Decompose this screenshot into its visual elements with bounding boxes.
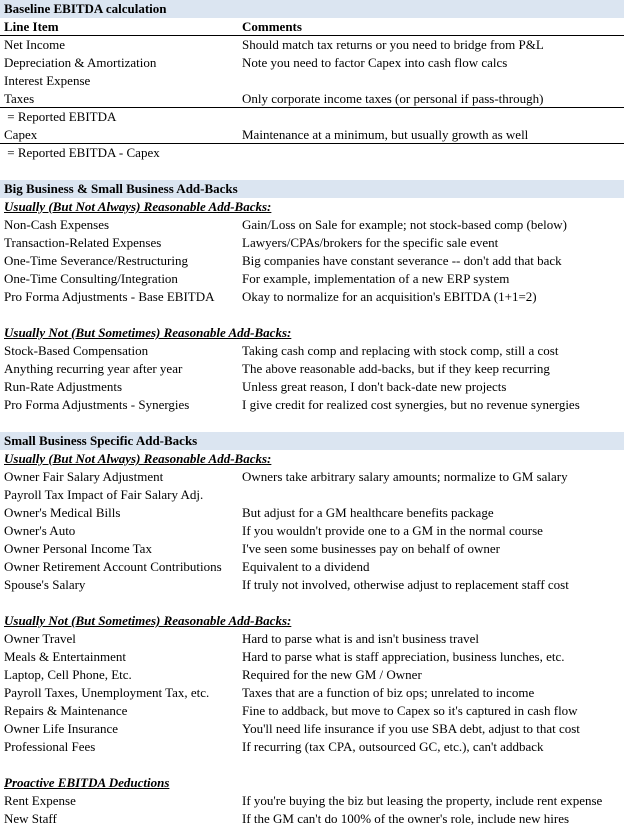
comment: Hard to parse what is and isn't business travel <box>242 631 480 646</box>
comment: Taking cash comp and replacing with stock comp, still a cost <box>242 343 559 358</box>
table-row <box>0 576 624 594</box>
table-row <box>0 666 624 684</box>
line-item: Run-Rate Adjustments <box>4 379 123 394</box>
table-row <box>0 270 624 288</box>
line-item: Pro Forma Adjustments - Synergies <box>4 397 190 412</box>
comment: Fine to addback, but move to Capex so it's captured in cash flow <box>242 703 578 718</box>
line-item: = Reported EBITDA - Capex <box>4 145 160 160</box>
line-item: = Reported EBITDA <box>4 109 117 124</box>
table-row <box>0 90 624 108</box>
comment: If you wouldn't provide one to a GM in the normal course <box>242 523 543 538</box>
line-item: Laptop, Cell Phone, Etc. <box>4 667 132 682</box>
line-item: Pro Forma Adjustments - Base EBITDA <box>4 289 215 304</box>
comment <box>238 72 624 90</box>
table-row <box>0 126 624 144</box>
table-row <box>0 522 624 540</box>
baseline-section-title: Baseline EBITDA calculation <box>0 0 624 18</box>
comment: Should match tax returns or you need to bridge from P&L <box>242 37 544 52</box>
table-row <box>0 648 624 666</box>
spacer <box>0 414 624 432</box>
table-row <box>0 810 624 828</box>
line-item: Meals & Entertainment <box>4 649 127 664</box>
table-row <box>0 558 624 576</box>
table-row <box>0 234 624 252</box>
line-item: One-Time Consulting/Integration <box>4 271 178 286</box>
comment: Gain/Loss on Sale for example; not stock-based comp (below) <box>242 217 567 232</box>
table-row <box>0 684 624 702</box>
table-row <box>0 738 624 756</box>
comment: Hard to parse what is staff appreciation, business lunches, etc. <box>242 649 565 664</box>
comment: If you're buying the biz but leasing the property, include rent expense <box>242 793 603 808</box>
comment: Only corporate income taxes (or personal if pass-through) <box>242 91 544 106</box>
line-item: Owner's Auto <box>4 523 76 538</box>
line-item: Repairs & Maintenance <box>4 703 128 718</box>
usually-reasonable-header: Usually (But Not Always) Reasonable Add-Backs: <box>4 199 272 214</box>
table-row <box>0 288 624 306</box>
table-row <box>0 720 624 738</box>
comment: Taxes that are a function of biz ops; unrelated to income <box>242 685 535 700</box>
usually-reasonable-header: Usually (But Not Always) Reasonable Add-Backs: <box>4 451 272 466</box>
line-item: Owner Travel <box>4 631 76 646</box>
table-row <box>0 342 624 360</box>
table-row <box>0 486 624 504</box>
spacer <box>0 306 624 324</box>
comments-header: Comments <box>242 19 302 34</box>
usually-not-header: Usually Not (But Sometimes) Reasonable Add-Backs: <box>4 613 292 628</box>
table-row <box>0 630 624 648</box>
proactive-deductions-header: Proactive EBITDA Deductions <box>4 775 170 790</box>
line-item: Owner Fair Salary Adjustment <box>4 469 164 484</box>
line-item: Non-Cash Expenses <box>4 217 110 232</box>
big-small-section-title: Big Business & Small Business Add-Backs <box>0 180 624 198</box>
comment: If the GM can't do 100% of the owner's role, include new hires <box>242 811 570 826</box>
comment: If recurring (tax CPA, outsourced GC, etc.), can't addback <box>242 739 544 754</box>
spacer <box>0 756 624 774</box>
line-item: Stock-Based Compensation <box>4 343 149 358</box>
table-row <box>0 504 624 522</box>
table-row <box>0 396 624 414</box>
line-item: Owner Personal Income Tax <box>4 541 152 556</box>
comment: I've seen some businesses pay on behalf of owner <box>242 541 500 556</box>
spacer <box>0 162 624 180</box>
line-item: Depreciation & Amortization <box>4 55 157 70</box>
comment: Required for the new GM / Owner <box>242 667 422 682</box>
comment <box>238 144 624 162</box>
table-row <box>0 54 624 72</box>
table-row <box>0 108 624 126</box>
comment: The above reasonable add-backs, but if they keep recurring <box>242 361 550 376</box>
comment: Equivalent to a dividend <box>242 559 370 574</box>
comment: Lawyers/CPAs/brokers for the specific sale event <box>242 235 499 250</box>
comment: Maintenance at a minimum, but usually growth as well <box>242 127 529 142</box>
table-row <box>0 144 624 162</box>
table-row <box>0 216 624 234</box>
usually-not-header: Usually Not (But Sometimes) Reasonable Add-Backs: <box>4 325 292 340</box>
line-item: Spouse's Salary <box>4 577 86 592</box>
comment: Unless great reason, I don't back-date new projects <box>242 379 507 394</box>
table-row <box>0 468 624 486</box>
comment: Owners take arbitrary salary amounts; normalize to GM salary <box>242 469 568 484</box>
line-item: Payroll Tax Impact of Fair Salary Adj. <box>4 487 204 502</box>
line-item: Anything recurring year after year <box>4 361 183 376</box>
line-item: Professional Fees <box>4 739 96 754</box>
comment: Note you need to factor Capex into cash flow calcs <box>242 55 508 70</box>
line-item: Owner Retirement Account Contributions <box>4 559 222 574</box>
comment: Big companies have constant severance -- don't add that back <box>242 253 562 268</box>
comment: If truly not involved, otherwise adjust to replacement staff cost <box>242 577 569 592</box>
line-item: Owner Life Insurance <box>4 721 119 736</box>
line-item: Taxes <box>4 91 35 106</box>
spacer <box>0 594 624 612</box>
comment <box>238 108 624 126</box>
comment: I give credit for realized cost synergies, but no revenue synergies <box>242 397 580 412</box>
table-row <box>0 792 624 810</box>
line-item-header: Line Item <box>4 19 59 34</box>
line-item: Rent Expense <box>4 793 76 808</box>
comment: You'll need life insurance if you use SBA debt, adjust to that cost <box>242 721 580 736</box>
line-item: Net Income <box>4 37 66 52</box>
line-item: Capex <box>4 127 38 142</box>
table-row <box>0 378 624 396</box>
line-item: Payroll Taxes, Unemployment Tax, etc. <box>4 685 210 700</box>
table-row <box>0 72 624 90</box>
table-row <box>0 252 624 270</box>
line-item: Interest Expense <box>4 73 91 88</box>
line-item: Owner's Medical Bills <box>4 505 121 520</box>
table-row <box>0 36 624 54</box>
line-item: One-Time Severance/Restructuring <box>4 253 188 268</box>
comment: But adjust for a GM healthcare benefits package <box>242 505 494 520</box>
line-item: Transaction-Related Expenses <box>4 235 162 250</box>
comment: For example, implementation of a new ERP system <box>242 271 510 286</box>
small-specific-section-title: Small Business Specific Add-Backs <box>0 432 624 450</box>
comment <box>238 486 624 504</box>
table-row <box>0 360 624 378</box>
column-headers <box>0 18 624 36</box>
table-row <box>0 540 624 558</box>
comment: Okay to normalize for an acquisition's EBITDA (1+1=2) <box>242 289 537 304</box>
line-item: New Staff <box>4 811 57 826</box>
table-row <box>0 702 624 720</box>
